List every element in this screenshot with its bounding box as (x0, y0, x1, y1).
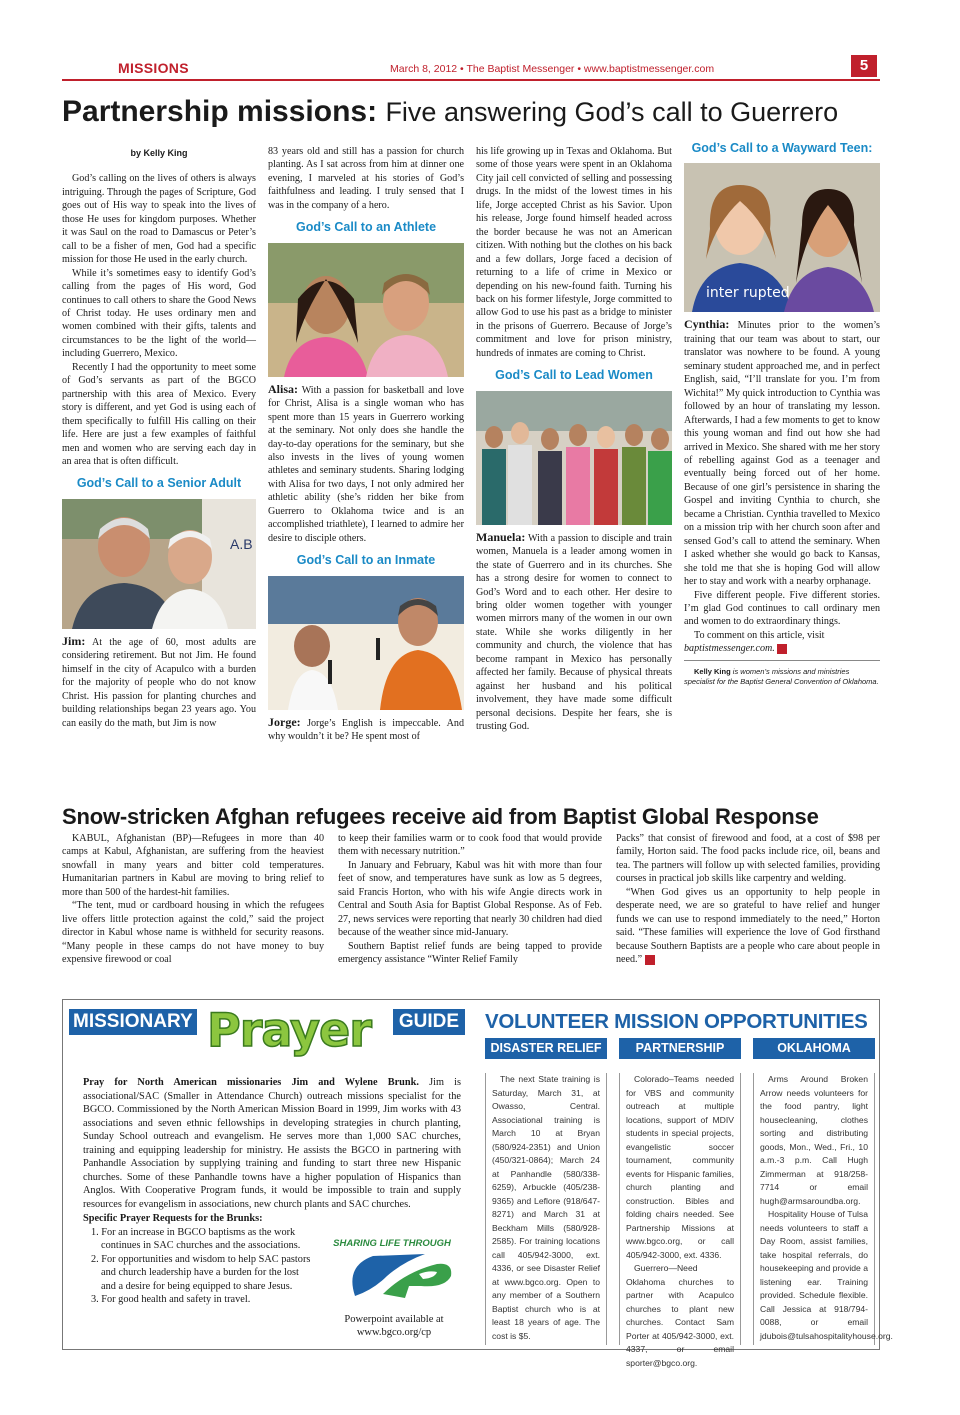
closing-paragraph: Five different people. Five different stories. I’m glad God continues to call ordinary men and women to do extraordinary things. (684, 589, 880, 628)
body-paragraph: his life growing up in Texas and Oklahoma. But some of those years were spent in an Oklahoma City jail cell convicted of selling and possessing drugs. In the midst of the lowest times in his life, Jorge accepted Christ as his Savior. Upon his release, Jorge found himself headed across the border because he was not an American citizen. With nothing but the clothes on his back and a few dollars, Jorge faced a decision of returning to a life of crime in Mexico or depending on his new-found faith. Turning his back on his former lifestyle, Jorge committed to allow God to use his past as a bridge to minister in the prisons of Guerrero. Because of Jorge’s commitment and love for prison ministry, hundreds of inmates are coming to Christ. (476, 146, 672, 359)
body-paragraph: While it’s sometimes easy to identify God’s calling from the pages of His word, God continues to call others to share the Good News of Christ today. He uses ordinary men and women combined with their gifts, talents and circumstances to be the light of the world—including Guerrero, Mexico. (62, 267, 256, 360)
subhead-inmate: God’s Call to an Inmate (296, 553, 436, 568)
volunteer-text: Guerrero—Need Oklahoma churches to partner with Acapulco churches to plant new churches. Contact Sam Porter at 405/942-3000, ext. 4337, or email sporter@bgco.org. (626, 1263, 734, 1368)
cooperative-program-logo (325, 1236, 465, 1306)
prayer-guide-left: MISSIONARY (69, 1009, 197, 1035)
volunteer-text: Arms Around Broken Arrow needs volunteers for the food pantry, light housecleaning, clothes sorting and distributing goods, Mon., Wed., Fri., 10 a.m.-3 p.m. Call Hugh Zimmerman at 918/258-7714 or email hugh@armsaroundba.org. (760, 1074, 868, 1206)
sign-fragment-icon: A.B (230, 535, 253, 552)
cp-note: Powerpoint available at www.bgco.org/cp (344, 1314, 444, 1338)
article-headline (62, 92, 882, 132)
tab-oklahoma: OKLAHOMA (753, 1038, 875, 1059)
body-paragraph: “The tent, mud or cardboard housing in which the refugees live offers little protection against the cold,” said the project director in Kabul whose name is withheld for security reasons. “Many people in these camps do not have money to buy expensive firewood or coal (62, 900, 324, 966)
article-column-1 (62, 147, 256, 730)
bio-divider (684, 660, 880, 661)
manuela-caption: Manuela: With a passion to disciple and train women, Manuela is a leader among women in the state of Guerrero and in its churches. She has a strong desire for women to connect to God’s Word and to each other. Her desire to bring older women together with younger women mirrors many of the women in our own state. While she works diligently in her community and church, the violence that has become rampant in Mexico has personally affected her family. Because of physical threats against her husband and his political involvement, they have made some difficult personal decisions. Despite her fears, she is trusting God. (476, 529, 672, 733)
cynthia-caption: Cynthia: Minutes prior to the women’s training that our team was about to start, our translator was nowhere to be found. A young seminary student approached me, and in perfect English, said, “I’ll translate for you. I’m from Wichita!” My quick introduction to Cynthia was followed by an hour of translating my lesson. Afterwards, I had a few moments to get to know this young woman and find out how she had arrived in Mexico. She shared with me her story of rebelling against God as a teenager and eventually being forced out of her home. Because of one girl’s persistence in sharing the Gospel and inviting Cynthia to church, she became a Christian. Cynthia travelled to Mexico on a mission trip with her church soon after and sensed God’s call to attend the seminary. When I asked whether she would go back to Kansas, she told me that she is hoping God will allow her to stay and work with a nearby orphanage. (684, 317, 880, 588)
body-paragraph: Recently I had the opportunity to meet some of God’s servants as part of the BGCO partnership with this area of Mexico. Every story is different, and yet God is using each of them specifically to fulfill His calling on their life. Here are just a few examples of faithful men and women who are serving each day in an area that is often difficult. (62, 361, 256, 467)
messenger-m-icon: M (645, 955, 655, 965)
shirt-text: inter rupted (706, 285, 790, 302)
article-column-3 (476, 145, 672, 734)
body-paragraph: to keep their families warm or to cook food that would provide them with necessary nutrition.” (338, 833, 602, 858)
prayer-lead: Pray for North American missionaries Jim and Wylene Brunk. (83, 1077, 419, 1088)
jim-caption: Jim: At the age of 60, most adults are considering retirement. But not Jim. He found himself in the city of Acapulco with a burden for the majority of people who do not know Christ. His passion for planting churches and building relationships began 23 years ago. You can easily do the math, but Jim is now (62, 633, 256, 729)
body-paragraph: “When God gives us an opportunity to help people in desperate need, we are so grateful to have relief and hunger funds we can use to respond immediately to the need,” Horton said. “These families will experience the love of God firsthand because Southern Baptists are a people who care about people in need.” M (616, 886, 880, 966)
tab-partnership: PARTNERSHIP (619, 1038, 741, 1059)
article2-column-3 (616, 832, 880, 967)
subhead-wayward-teen: God’s Call to a Wayward Teen: (691, 141, 873, 155)
body-paragraph: God’s calling on the lives of others is always intriguing. Through the pages of Scripture, God goes out of His way to speak into the lives of those He uses for kingdom purposes. Whether it was Saul on the road to Damascus or Peter’s call to be a fisher of men, God had a specific mission for those He used in the early church. (62, 173, 256, 266)
volunteer-text: Colorado–Teams needed for VBS and community outreach at multiple locations, support of MDIV students in special projects, evangelistic soccer tournament, community events for Hispanic families, church planting and construction. Bibles and folding chairs needed. See Partnership Missions at www.bgco.org, or call 405/942-3000, ext. 4336. (626, 1074, 734, 1260)
article2-column-1 (62, 832, 324, 967)
jorge-caption: Jorge: Jorge’s English is impeccable. And why wouldn’t it be? He spent most of (268, 714, 465, 743)
headline-rest: Five answering God’s call to Guerrero (385, 97, 839, 127)
body-paragraph: 83 years old and still has a passion for church planting. As I sat across from him at dinner one evening, I marveled at his stories of God’s faithfulness and leading. I truly sensed that I was in the company of a hero. (268, 146, 464, 211)
cp-tagline: SHARING LIFE THROUGH (333, 1238, 451, 1249)
body-paragraph: Packs” that consist of firewood and food, at a cost of $98 per family, Horton said. The food packs include rice, oil, beans and tea. The partners will follow up with selected families, providing courses in practical job skills like carpentry and welding. (616, 833, 880, 885)
photo-jim (62, 499, 256, 629)
dateline: March 8, 2012 • The Baptist Messenger • www.baptistmessenger.com (390, 63, 715, 75)
list-item: 3. For good health and safety in travel. (91, 1294, 251, 1305)
prayer-requests-title: Specific Prayer Requests for the Brunks: (83, 1213, 263, 1224)
volunteer-column-partnership (619, 1038, 741, 1368)
comment-paragraph: To comment on this article, visit baptistmessenger.com. M (684, 629, 825, 655)
comment-url[interactable]: baptistmessenger.com. (684, 643, 775, 655)
info-box (62, 999, 893, 1368)
article2-headline: Snow-stricken Afghan refugees receive aid from Baptist Global Response (62, 804, 819, 829)
header-rule (62, 79, 880, 81)
byline: by Kelly King (130, 148, 188, 158)
author-bio: Kelly King is women’s missions and ministries specialist for the Baptist General Convention of Oklahoma. (684, 666, 879, 686)
headline-bold: Partnership missions: (62, 95, 378, 128)
volunteer-text: Hospitality House of Tulsa needs volunteers to staff a Day Room, assist families, take hospital referrals, do housekeeping and provide a listening ear. Training provided. Schedule flexible. Call Jessica at 918/794-0088, or email jdubois@tulsahospitalityhouse.org. (760, 1209, 893, 1341)
article2-column-2 (338, 832, 602, 967)
prayer-guide-text: Pray for North American missionaries Jim and Wylene Brunk. Jim is associational/SAC (Smaller in Attendance Church) outreach missions specialist for the BGCO. Commissioned by the North American Mission Board in 1999, Jim works with 43 associations and seven ethnic fellowships in developing strategies in church planting, Sunday School outreach and evangelism. He serves more than 1,000 SAC churches, training and equipping leadership for ministry. He assists the BGCO in partnering with Panhandle Association by supplying training and funding to start three new Hispanic churches. Some of these Panhandle towns have a higher population of Hispanics than Anglos. With Cooperative Program funds, it would be impossible to train and supply resources for evangelism in associations, new church plants and SAC churches. Specific Prayer Requests for the Brunks: 1. For an increase in BGCO baptisms as the work continues in SAC churches and the associations. 2. For opportunities and wisdom to help SAC pastors and church leadership have a burden for the lost and a desire for being equipped to share Jesus. 3. For good health and safety in travel. (83, 1077, 461, 1305)
list-item: 1. For an increase in BGCO baptisms as the work continues in SAC churches and the associations. (91, 1226, 301, 1251)
section-label: MISSIONS (118, 60, 189, 76)
body-paragraph: Southern Baptist relief funds are being tapped to provide emergency assistance “Winter Relief Family (338, 940, 602, 966)
page-number: 5 (851, 55, 877, 77)
body-paragraph: KABUL, Afghanistan (BP)—Refugees in more than 40 camps at Kabul, Afghanistan, are suffering from the heaviest snowfall in many years and bitter cold temperatures. Humanitarian partners in Kabul are moving to bring relief to more than 500 of the hardest-hit families. (62, 833, 324, 898)
article-column-2 (268, 145, 464, 744)
article-column-4 (684, 138, 880, 687)
photo-cynthia (684, 163, 880, 312)
volunteer-title: VOLUNTEER MISSION OPPORTUNITIES (485, 1010, 868, 1033)
photo-alisa (268, 243, 464, 377)
volunteer-column-oklahoma (753, 1038, 893, 1345)
subhead-athlete: God’s Call to an Athlete (295, 220, 437, 235)
subhead-lead-women: God’s Call to Lead Women (495, 368, 653, 383)
messenger-m-icon: M (777, 644, 787, 654)
prayer-guide-title (69, 1003, 465, 1057)
volunteer-text: The next State training is Saturday, March 31, at Owasso, Central. Associational training is March 10 at Bryan (580/924-2351) and Union (450/321-0864); March 24 at Panhandle (580/338-6259), Arbuckle (405/238-9365) and Leflore (918/647-8271) and March 31 at Beckham Mills (580/928-2585). For training locations call 405/942-3000, ext. 4336, or see Disaster Relief at www.bgco.org. Open to any member of a Southern Baptist church who is at least 18 years of age. The cost is $5. (492, 1074, 600, 1341)
tab-disaster-relief: DISASTER RELIEF (485, 1038, 607, 1059)
alisa-caption: Alisa: With a passion for basketball and love for Christ, Alisa is a single woman who has spent more than 15 years in Guerrero working at the seminary. Not only does she handle the day-to-day operations for the seminary, but she also invests in the lives of young women athletes and seminary students. Sharing lodging with Alisa for two days, I not only admired her athletic ability (she’s ridden her bike from Guerrero to Oklahoma twice and is an accomplished triathlete), I learned to admire her desire to disciple others. (268, 381, 465, 544)
prayer-word: Prayer (207, 1003, 371, 1057)
prayer-guide-right: GUIDE (393, 1009, 465, 1035)
photo-jorge (268, 576, 464, 710)
volunteer-column-disaster (485, 1038, 607, 1345)
photo-manuela (476, 391, 672, 525)
body-paragraph: In January and February, Kabul was hit with more than four feet of snow, and temperatures have sunk as low as 5 degrees, said Francis Horton, who with his wife Angie directs work in Central and South Asia for Baptist Global Response. As of Feb. 27, news services were reporting that nearly 30 children had died because of the weather since mid-January. (338, 859, 602, 939)
list-item: 2. For opportunities and wisdom to help SAC pastors and church leadership have a burden for the lost and a desire for being equipped to share Jesus. (91, 1253, 311, 1292)
subhead-senior-adult: God’s Call to a Senior Adult (76, 476, 242, 491)
